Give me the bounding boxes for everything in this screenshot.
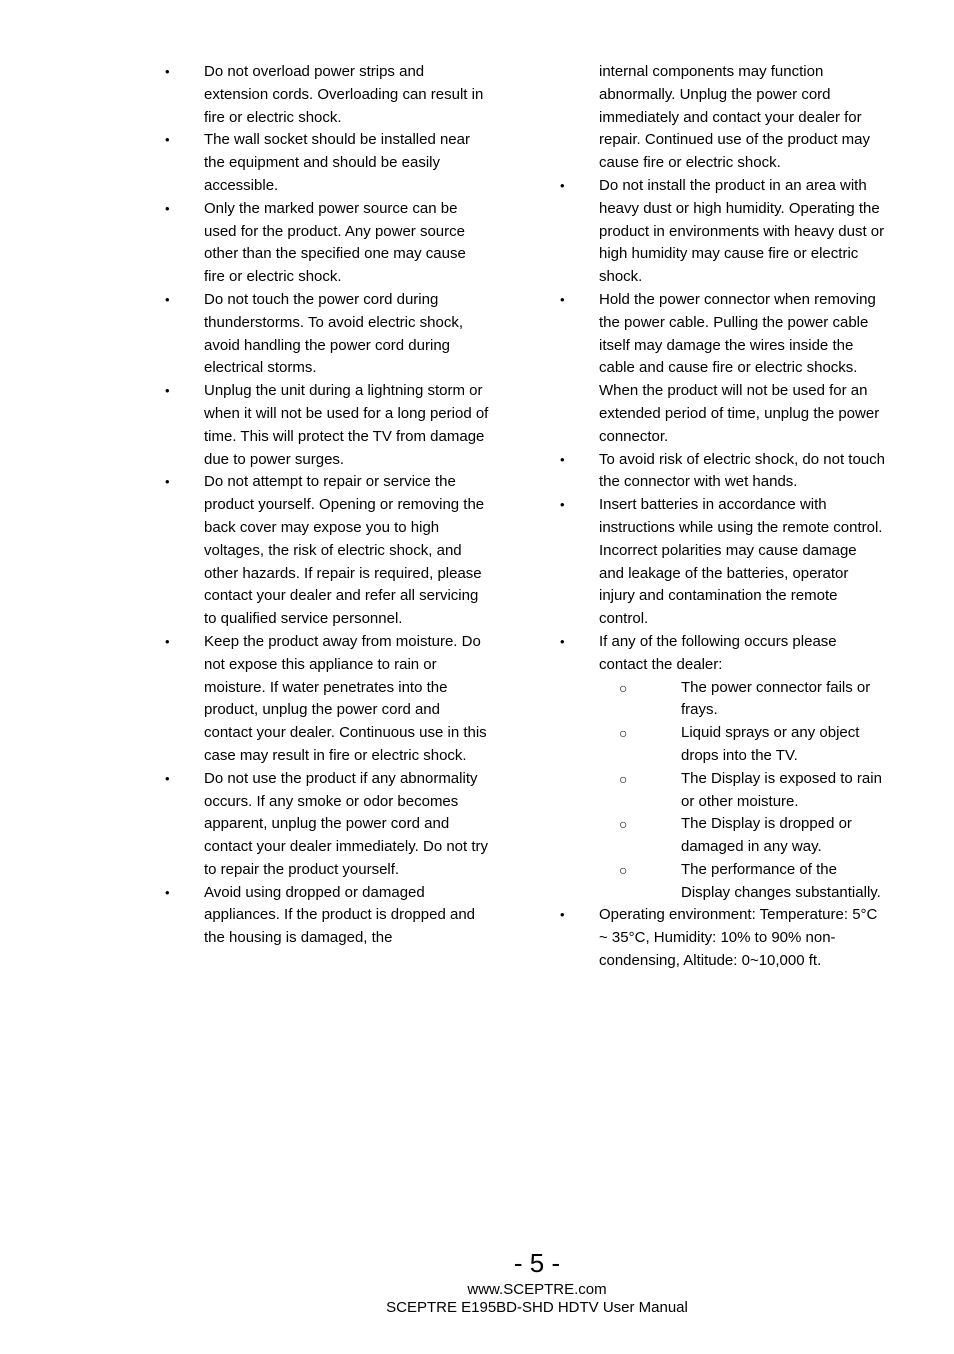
sub-list-item <box>555 768 885 814</box>
bullet: • <box>560 177 565 193</box>
bullet: • <box>165 633 170 649</box>
list-item <box>160 129 490 197</box>
bullet: • <box>165 884 170 900</box>
bullet: • <box>165 770 170 786</box>
sub-bullet: ○ <box>619 679 628 696</box>
list-item <box>160 61 490 129</box>
bullet: • <box>165 474 170 490</box>
list-item <box>160 471 490 631</box>
sub-bullet: ○ <box>619 770 628 787</box>
bullet: • <box>560 451 565 467</box>
list-item <box>555 175 885 289</box>
page-number: - 5 - <box>513 1248 561 1278</box>
list-item <box>160 768 490 882</box>
list-item-text: Avoid using dropped or damaged appliances. If the product is dropped and the housing is damaged, the <box>204 883 476 947</box>
list-item-text: The wall socket should be installed near the equipment and should be easily accessible. <box>204 131 470 194</box>
sub-list-item <box>555 813 885 859</box>
bullet: • <box>560 907 565 923</box>
bullet: • <box>560 291 565 307</box>
list-item-text: Insert batteries in accordance with instructions while using the remote control. Incorrect polarities may cause damage and leakage of the batteries, operator injury and contamination the remote control. <box>599 496 883 628</box>
list-item <box>555 631 885 677</box>
sub-list-item <box>555 859 885 905</box>
list-item-text: To avoid risk of electric shock, do not touch the connector with wet hands. <box>599 450 885 491</box>
bullet: • <box>165 383 170 399</box>
list-item-text: Do not attempt to repair or service the product yourself. Opening or removing the back cover may expose you to high voltages, the risk of electric shock, and other hazards. If repair is required, please contact your dealer and refer all servicing to qualified service personnel. <box>204 473 485 628</box>
list-item <box>555 494 885 631</box>
list-item-text: If any of the following occurs please contact the dealer: <box>599 632 837 673</box>
sub-list-item <box>555 722 885 768</box>
continued-text: internal components may function abnormally. Unplug the power cord immediately and contact your dealer for repair. Continued use of the product may cause fire or electric shock. <box>599 63 870 172</box>
bullet: • <box>165 132 170 148</box>
list-item-text: Do not touch the power cord during thunderstorms. To avoid electric shock, avoid handling the power cord during electrical storms. <box>204 290 464 377</box>
bullet: • <box>165 291 170 307</box>
sub-list-item-text: The power connector fails or frays. <box>681 678 871 719</box>
sub-list-item-text: Liquid sprays or any object drops into the TV. <box>681 724 860 764</box>
list-item-text: Unplug the unit during a lightning storm or when it will not be used for a long period of time. This will protect the TV from damage due to power surges. <box>204 382 489 468</box>
sub-list-item-text: The Display is exposed to rain or other moisture. <box>681 769 882 810</box>
sub-list-item <box>555 677 885 723</box>
list-item <box>160 882 490 950</box>
list-item-text: Operating environment: Temperature: 5°C ~ 35°C, Humidity: 10% to 90% non-condensing, Altitude: 0~10,000 ft. <box>599 906 878 970</box>
list-item <box>555 289 885 449</box>
list-item <box>160 198 490 289</box>
list-item-text: Do not use the product if any abnormality occurs. If any smoke or odor becomes apparent, unplug the power cord and contact your dealer immediately. Do not try to repair the product yourself. <box>204 769 489 878</box>
list-item <box>160 289 490 380</box>
list-item-text: Only the marked power source can be used for the product. Any power source other than the specified one may cause fire or electric shock. <box>204 199 466 286</box>
list-item-text: Hold the power connector when removing the power cable. Pulling the power cable itself may damage the wires inside the cable and cause fire or electric shocks. When the product will not be used for an extended period of time, unplug the power connector. <box>599 290 880 445</box>
bullet: • <box>560 633 565 649</box>
list-item <box>160 380 490 471</box>
bullet: • <box>165 64 170 79</box>
list-item-text: Do not install the product in an area with heavy dust or high humidity. Operating the product in environments with heavy dust or high humidity may cause fire or electric shock. <box>599 176 885 286</box>
sub-bullet: ○ <box>619 816 628 833</box>
sub-list-item-text: The Display is dropped or damaged in any way. <box>681 815 852 856</box>
bullet: • <box>560 497 565 513</box>
bullet: • <box>165 200 170 216</box>
footer-url: www.SCEPTRE.com <box>467 1281 607 1298</box>
right-column <box>555 61 885 973</box>
left-column <box>160 61 490 950</box>
list-item-text: Keep the product away from moisture. Do not expose this appliance to rain or moisture. If water penetrates into the product, unplug the power cord and contact your dealer. Continuous use in this case may result in fire or electric shock. <box>204 632 487 764</box>
list-item-text: Do not overload power strips and extension cords. Overloading can result in fire or electric shock. <box>204 63 484 126</box>
sub-bullet: ○ <box>619 725 628 742</box>
list-item <box>555 449 885 495</box>
list-item <box>555 904 885 972</box>
list-item <box>160 631 490 768</box>
sub-list-item-text: The performance of the Display changes substantially. <box>681 860 881 901</box>
sub-bullet: ○ <box>619 861 628 878</box>
footer-manual-title: SCEPTRE E195BD-SHD HDTV User Manual <box>386 1299 688 1316</box>
